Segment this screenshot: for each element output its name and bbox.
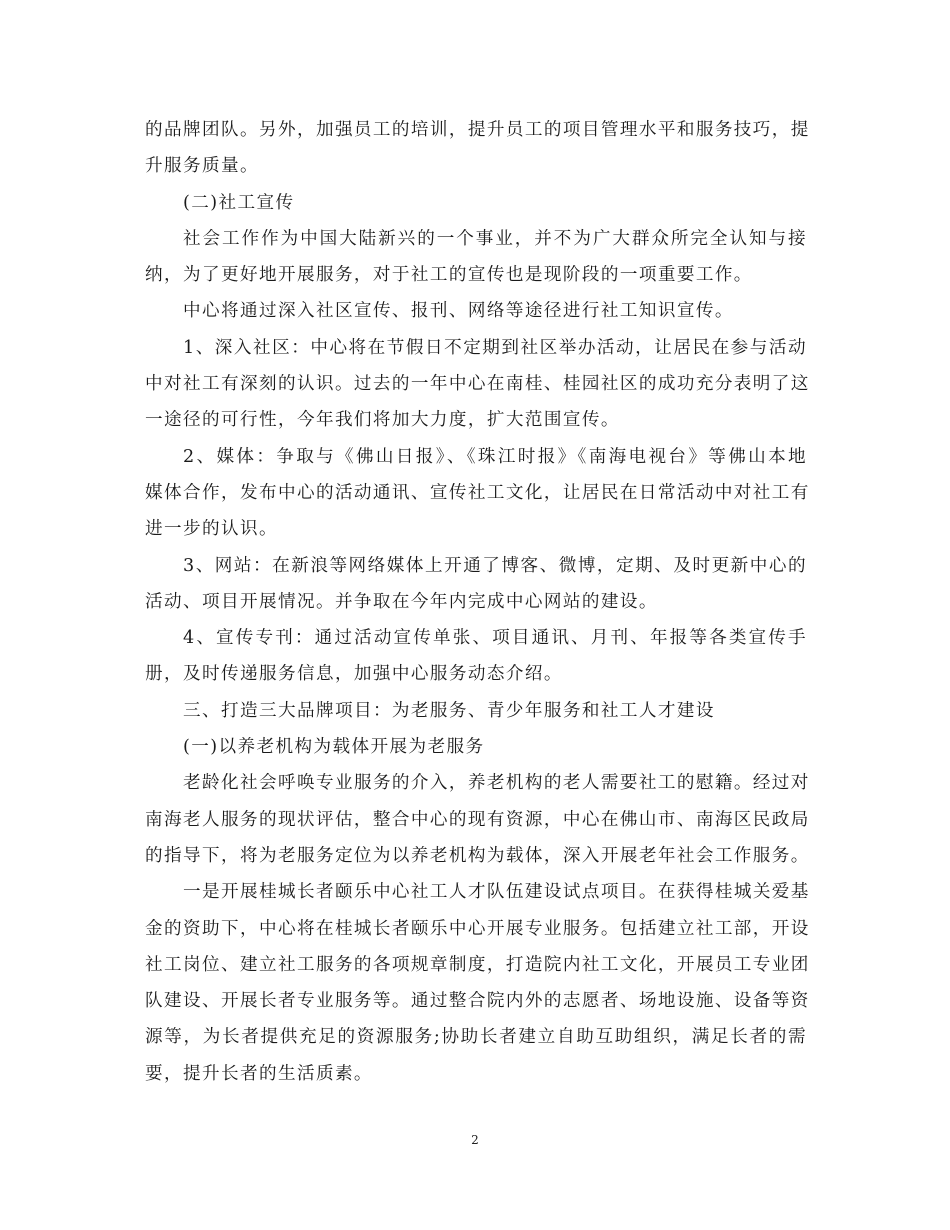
- text-line: 中心将通过深入社区宣传、报刊、网络等途径进行社工知识宣传。: [183, 301, 734, 322]
- text-line: 的品牌团队。另外，加强员工的培训，提升员工的项目管理水平和服务技巧，提: [145, 120, 810, 140]
- text-line: 社会工作作为中国大陆新兴的一个事业，并不为广大群众所完全认知与接: [183, 228, 807, 249]
- text-line: 册，及时传递服务信息，加强中心服务动态介绍。: [145, 664, 563, 685]
- text-line: 纳，为了更好地开展服务，对于社工的宣传也是现阶段的一项重要工作。: [145, 265, 753, 286]
- page-number: 2: [471, 1133, 479, 1147]
- text-line: 一途径的可行性，今年我们将加大力度，扩大范围宣传。: [145, 410, 620, 431]
- text-line: 源等，为长者提供充足的资源服务;协助长者建立自助互助组织，满足长者的需: [145, 1027, 807, 1048]
- text-line: 老龄化社会呼唤专业服务的介入，养老机构的老人需要社工的慰籍。经过对: [183, 773, 810, 794]
- list-item-paragraph: [145, 439, 810, 548]
- text-line: 1、深入社区：中心将在节假日不定期到社区举办活动，让居民在参与活动: [183, 337, 807, 358]
- text-line: 进一步的认识。: [145, 519, 278, 540]
- text-line: 的指导下，将为老服务定位为以养老机构为载体，深入开展老年社会工作服务。: [145, 845, 810, 866]
- text-line: (二)社工宣传: [183, 192, 295, 213]
- text-line: 要，提升长者的生活质素。: [145, 1063, 373, 1084]
- paragraph: [145, 221, 807, 294]
- text-line: 升服务质量。: [145, 156, 259, 177]
- section-heading: [145, 185, 807, 221]
- paragraph: [145, 765, 810, 874]
- text-line: 三、打造三大品牌项目：为老服务、青少年服务和社工人才建设: [183, 700, 715, 721]
- list-item-paragraph: [145, 330, 810, 439]
- paragraph: [145, 112, 810, 185]
- section-heading: [145, 693, 807, 729]
- text-line: 2、媒体：争取与《佛山日报》、《珠江时报》《南海电视台》等佛山本地: [183, 446, 807, 467]
- text-line: 队建设、开展长者专业服务等。通过整合院内外的志愿者、场地设施、设备等资: [145, 991, 810, 1012]
- list-item-paragraph: [145, 548, 807, 621]
- list-item-paragraph: [145, 620, 807, 693]
- text-line: 中对社工有深刻的认识。过去的一年中心在南桂、桂园社区的成功充分表明了这: [145, 374, 810, 395]
- paragraph: [145, 874, 810, 1092]
- text-line: 3、网站：在新浪等网络媒体上开通了博客、微博，定期、及时更新中心的: [183, 555, 807, 576]
- text-line: 活动、项目开展情况。并争取在今年内完成中心网站的建设。: [145, 591, 658, 612]
- text-line: 社工岗位、建立社工服务的各项规章制度，打造院内社工文化，开展员工专业团: [145, 954, 810, 975]
- text-line: 南海老人服务的现状评估，整合中心的现有资源，中心在佛山市、南海区民政局: [145, 809, 810, 830]
- text-line: 一是开展桂城长者颐乐中心社工人才队伍建设试点项目。在获得桂城关爱基: [183, 882, 810, 903]
- subsection-heading: [145, 729, 807, 765]
- text-line: 媒体合作，发布中心的活动通讯、宣传社工文化，让居民在日常活动中对社工有: [145, 482, 810, 503]
- document-body: [145, 112, 810, 1092]
- text-line: (一)以养老机构为载体开展为老服务: [183, 737, 485, 758]
- text-line: 4、宣传专刊：通过活动宣传单张、项目通讯、月刊、年报等各类宣传手: [183, 628, 807, 649]
- paragraph: [145, 293, 807, 329]
- text-line: 金的资助下，中心将在桂城长者颐乐中心开展专业服务。包括建立社工部，开设: [145, 918, 810, 939]
